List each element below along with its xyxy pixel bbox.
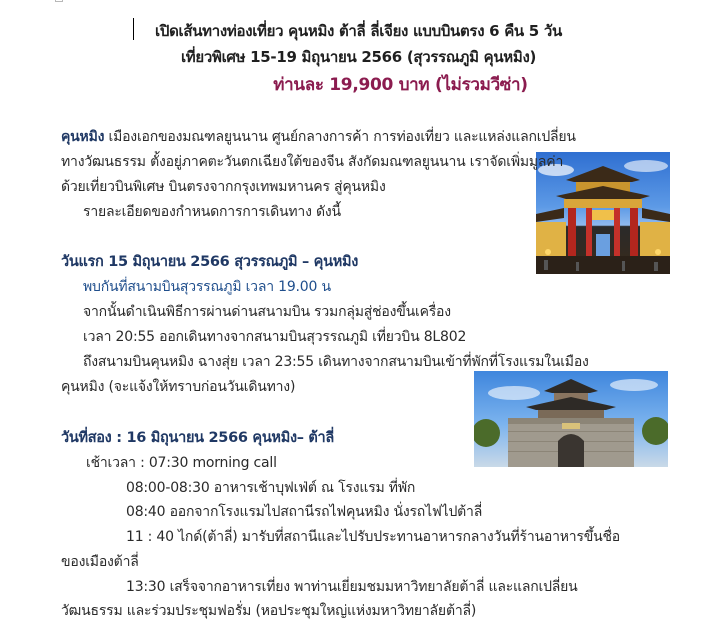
day2-line-6: 13:30 เสร็จจากอาหารเที่ยง พาท่านเยี่ยมชมมหาวิทยาลัยต้าลี่ และแลกเปลี่ยน — [126, 579, 578, 595]
title-line-1: เปิดเส้นทางท่องเที่ยว คุนหมิง ต้าลี่ ลี่เจียง แบบบินตรง 6 คืน 5 วัน — [155, 22, 562, 40]
day1-line-4: ถึงสนามบินคุนหมิง ฉางสุ่ย เวลา 23:55 เดินทางจากสนามบินเข้าที่พักที่โรงแรมในเมือง — [83, 354, 589, 370]
day2-line-4: 11 : 40 ไกด์(ต้าลี่) มารับที่สถานีและไปรับประทานอาหารกลางวันที่ร้านอาหารขึ้นชื่อ — [126, 529, 621, 545]
day2-line-1: เช้าเวลา : 07:30 morning call — [86, 455, 277, 471]
day1-line-3: เวลา 20:55 ออกเดินทางจากสนามบินสุวรรณภูมิ เที่ยวบิน 8L802 — [83, 329, 467, 345]
intro-line-4: รายละเอียดของกำหนดการการเดินทาง ดังนี้ — [83, 204, 341, 220]
day2-heading: วันที่สอง : 16 มิถุนายน 2566 คุนหมิง– ต้าลี่ — [61, 430, 334, 446]
day2-line-2: 08:00-08:30 อาหารเช้าบุฟเฟ่ต์ ณ โรงแรม ที่พัก — [126, 480, 416, 496]
dali-tower-photo — [474, 371, 668, 467]
day1-line-5: คุนหมิง (จะแจ้งให้ทราบก่อนวันเดินทาง) — [61, 379, 296, 395]
day1-line-1: พบกันที่สนามบินสุวรรณภูมิ เวลา 19.00 น — [83, 279, 331, 295]
intro-line-1 — [61, 126, 576, 148]
intro-line-2: ทางวัฒนธรรม ตั้งอยู่ภาคตะวันตกเฉียงใต้ของจีน สังกัดมณฑลยูนนาน เราจัดเพิ่มมูลค่า — [61, 154, 564, 170]
day2-line-3: 08:40 ออกจากโรงแรมไปสถานีรถไฟคุนหมิง นั่งรถไฟไปต้าลี่ — [126, 504, 483, 520]
day1-heading: วันแรก 15 มิถุนายน 2566 สุวรรณภูมิ – คุนหมิง — [61, 254, 358, 270]
day2-line-5: ของเมืองต้าลี่ — [61, 554, 139, 570]
page-corner-mark — [55, 0, 63, 2]
intro-keyword: คุนหมิง — [61, 129, 105, 145]
intro-line-3: ด้วยเที่ยวบินพิเศษ บินตรงจากกรุงเทพมหานคร สู่คุนหมิง — [61, 179, 386, 195]
day1-line-2: จากนั้นดำเนินพิธีการผ่านด่านสนามบิน รวมกลุ่มสู่ช่องขึ้นเครื่อง — [83, 304, 451, 320]
title-line-2: เที่ยวพิเศษ 15-19 มิถุนายน 2566 (สุวรรณภูมิ คุนหมิง) — [180, 48, 537, 66]
price-line: ท่านละ 19,900 บาท (ไม่รวมวีซ่า) — [273, 75, 528, 95]
day2-line-7: วัฒนธรรม และร่วมประชุมฟอรั่ม (หอประชุมใหญ่แห่งมหาวิทยาลัยต้าลี่) — [61, 603, 477, 619]
intro-line-1-text: เมืองเอกของมณฑลยูนนาน ศูนย์กลางการค้า การท่องเที่ยว และแหล่งแลกเปลี่ยน — [104, 129, 576, 145]
dali-tower-illustration — [474, 371, 668, 467]
